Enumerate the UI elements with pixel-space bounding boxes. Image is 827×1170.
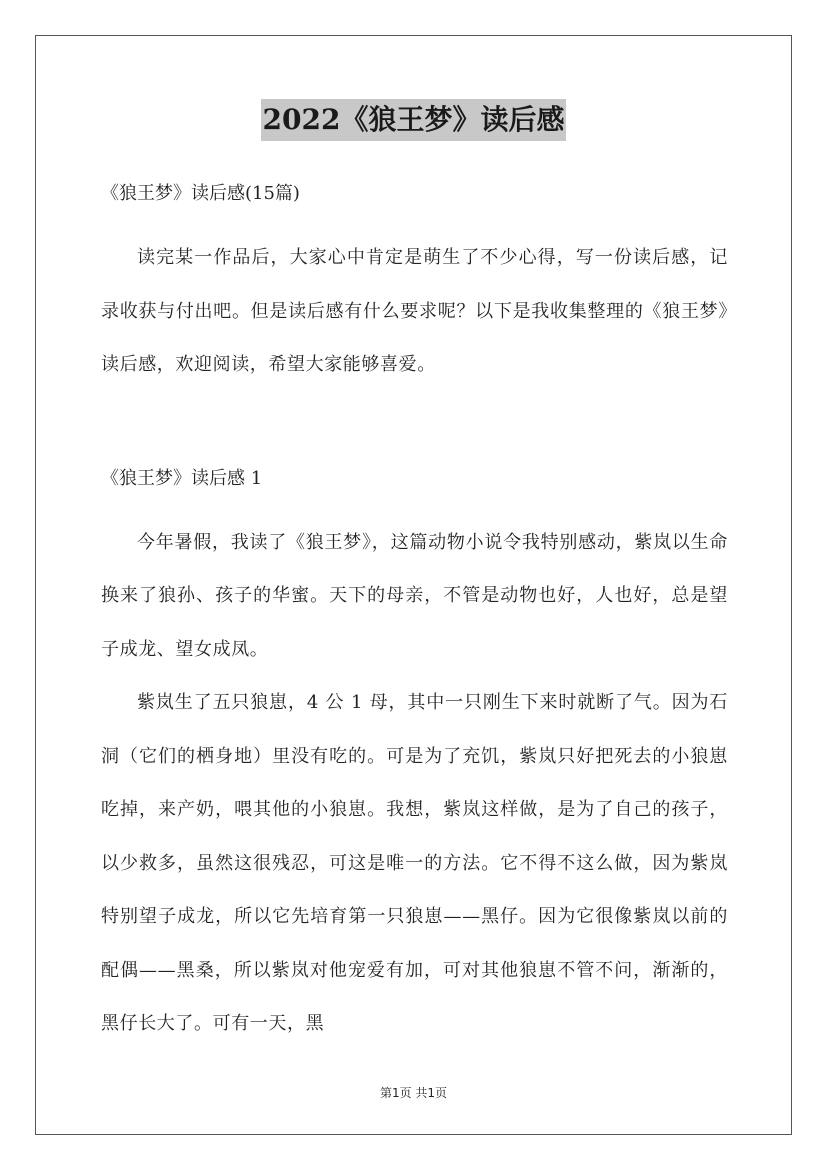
document-title: 2022《狼王梦》读后感 — [261, 99, 567, 141]
intro-paragraph: 读完某一作品后，大家心中肯定是萌生了不少心得，写一份读后感，记录收获与付出吧。但是读后感有什么要求呢？以下是我收集整理的《狼王梦》读后感，欢迎阅读，希望大家能够喜爱。 — [101, 247, 728, 375]
spacer — [101, 213, 728, 231]
page-footer: 第1页 共1页 — [379, 1086, 448, 1100]
document-subtitle: 《狼王梦》读后感(15篇) — [101, 183, 300, 204]
section-heading: 《狼王梦》读后感 1 — [101, 467, 263, 489]
document-body — [101, 175, 728, 1051]
spacer — [101, 498, 728, 516]
body-paragraph: 紫岚生了五只狼崽，4 公 1 母，其中一只刚生下来时就断了气。因为石洞（它们的栖身地）里没有吃的。可是为了充饥，紫岚只好把死去的小狼崽吃掉，来产奶，喂其他的小狼崽。我想，紫岚这样做，是为了自己的孩子，以少救多，虽然这很残忍，可这是唯一的方法。它不得不这么做，因为紫岚特别望子成龙，所以它先培育第一只狼崽——黑仔。因为它很像紫岚以前的配偶——黑桑，所以紫岚对他宠爱有加，可对其他狼崽不管不问，渐渐的，黑仔长大了。可有一天，黑 — [101, 692, 728, 1034]
body-paragraph: 今年暑假，我读了《狼王梦》，这篇动物小说令我特别感动，紫岚以生命换来了狼孙、孩子的华蜜。天下的母亲，不管是动物也好，人也好，总是望子成龙、望女成凤。 — [101, 531, 728, 660]
document-title-wrap — [0, 99, 827, 141]
spacer — [101, 392, 728, 460]
